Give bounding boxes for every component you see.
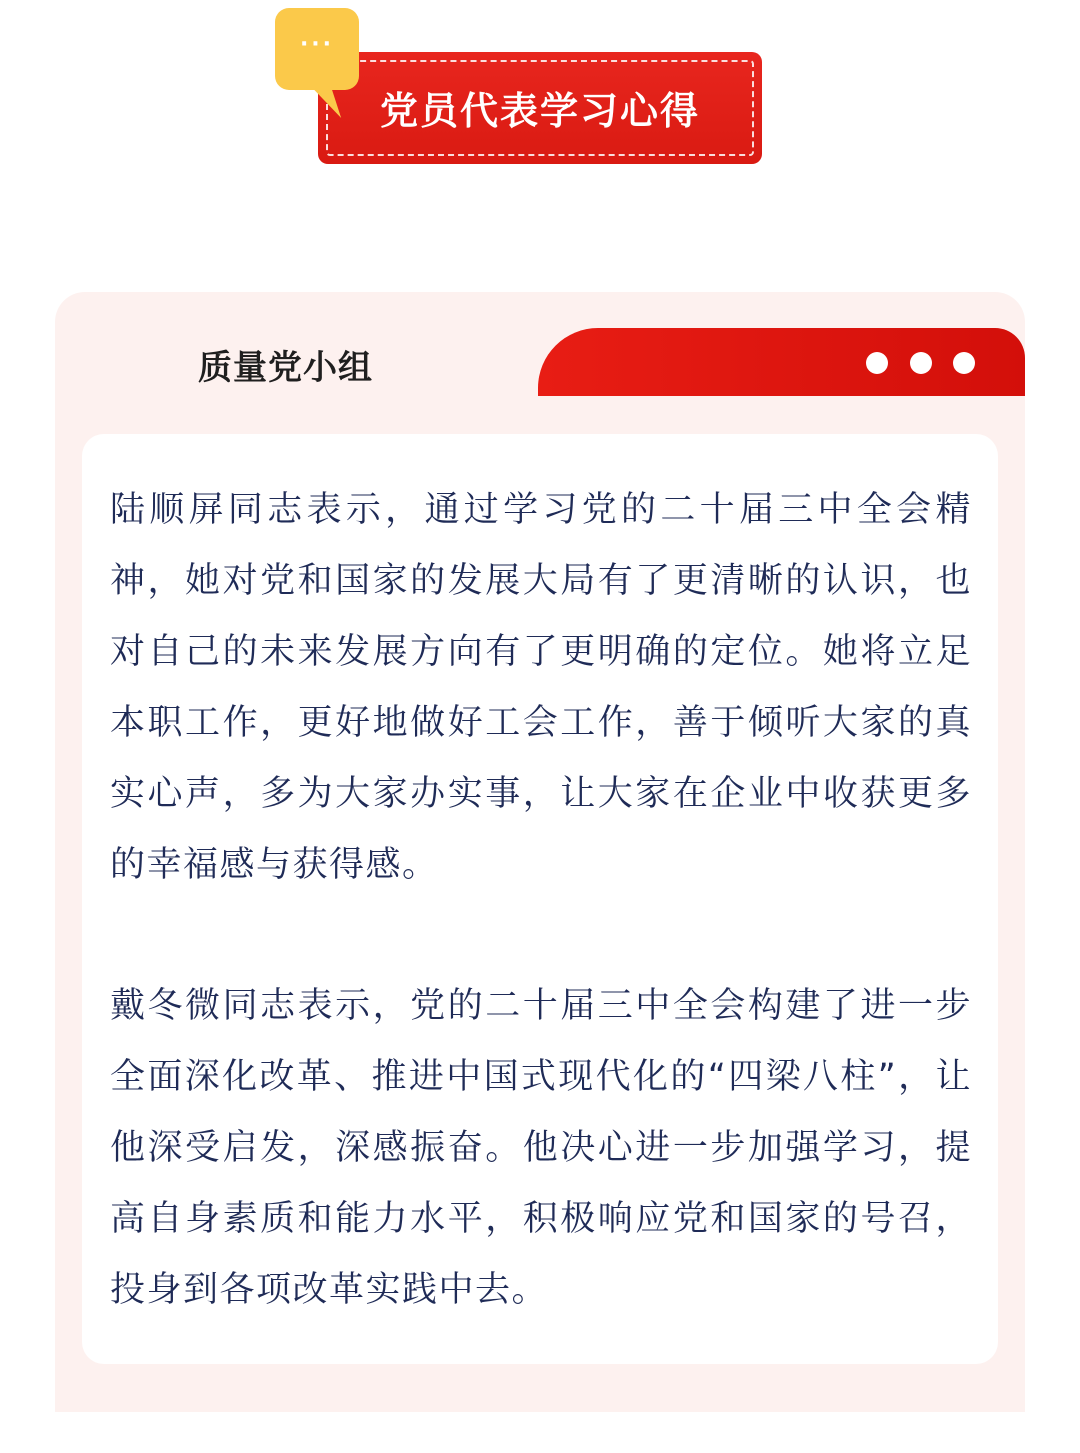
dot-icon — [866, 352, 888, 374]
page-title: 党员代表学习心得 — [379, 89, 700, 133]
title-banner — [318, 52, 762, 164]
paragraph-1: 陆顺屏同志表示，通过学习党的二十届三中全会精神，她对党和国家的发展大局有了更清晰的认识，也对自己的未来发展方向有了更明确的定位。她将立足本职工作，更好地做好工会工作，善于倾听大家的真实心声，多为大家办实事，让大家在企业中收获更多的幸福感与获得感。 — [110, 490, 972, 885]
ellipsis-icon: ··· — [299, 32, 335, 57]
header-badge — [275, 8, 765, 168]
group-title: 质量党小组 — [198, 348, 373, 388]
dot-icon — [953, 352, 975, 374]
paragraph-2: 戴冬微同志表示，党的二十届三中全会构建了进一步全面深化改革、推进中国式现代化的“四梁八柱”，让他深受启发，深感振奋。他决心进一步加强学习，提高自身素质和能力水平，积极响应党和国家的号召，投身到各项改革实践中去。 — [110, 986, 972, 1310]
red-tab-decoration — [538, 328, 1025, 396]
dot-icon — [910, 352, 932, 374]
